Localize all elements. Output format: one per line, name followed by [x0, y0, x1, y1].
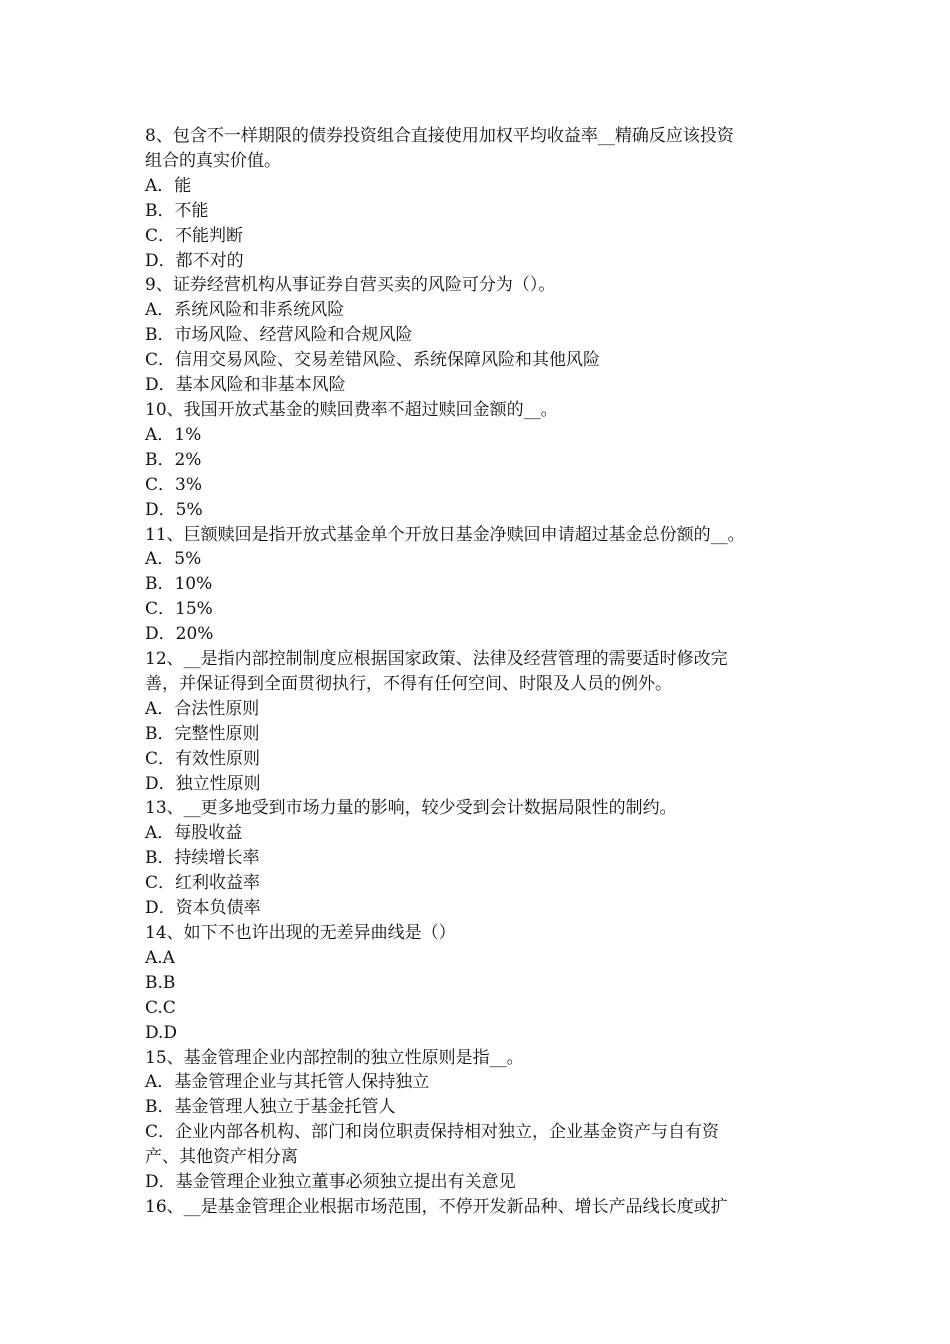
- q14-option-d: D.D: [145, 1022, 178, 1043]
- q15-option-a: A．基金管理企业与其托管人保持独立: [145, 1072, 430, 1093]
- q11-option-d: D．20%: [145, 624, 214, 645]
- q12-option-d: D．独立性原则: [145, 773, 261, 794]
- q15-option-b: B．基金管理人独立于基金托管人: [145, 1097, 396, 1118]
- q15-option-c: C．企业内部各机构、部门和岗位职责保持相对独立，企业基金资产与自有资: [145, 1122, 720, 1143]
- q12-option-b: B．完整性原则: [145, 723, 260, 744]
- q8-option-c: C．不能判断: [145, 225, 244, 246]
- q11-option-c: C．15%: [145, 599, 213, 620]
- q8-option-a: A．能: [145, 175, 192, 196]
- question-16-text: 16、__是基金管理企业根据市场范围，不停开发新品种、增长产品线长度或扩: [145, 1196, 728, 1217]
- question-8-text-cont: 组合的真实价值。: [145, 150, 281, 171]
- q12-option-c: C．有效性原则: [145, 748, 261, 769]
- q15-option-d: D．基金管理企业独立董事必须独立提出有关意见: [145, 1172, 516, 1193]
- q10-option-b: B．2%: [145, 449, 202, 470]
- q9-option-d: D．基本风险和非基本风险: [145, 375, 346, 396]
- q10-option-a: A．1%: [145, 424, 202, 445]
- q15-option-c-cont: 产、其他资产相分离: [145, 1147, 298, 1168]
- q8-option-d: D．都不对的: [145, 250, 244, 271]
- question-15-text: 15、基金管理企业内部控制的独立性原则是指__。: [145, 1047, 524, 1068]
- document-body: [145, 124, 813, 1220]
- q14-option-c: C.C: [145, 997, 176, 1018]
- question-9-text: 9、证券经营机构从事证券自营买卖的风险可分为（）。: [145, 275, 556, 296]
- q14-option-a: A.A: [145, 947, 175, 968]
- q14-option-b: B.B: [145, 972, 176, 993]
- q9-option-b: B．市场风险、经营风险和合规风险: [145, 325, 413, 346]
- q12-option-a: A．合法性原则: [145, 698, 260, 719]
- q9-option-a: A．系统风险和非系统风险: [145, 300, 345, 321]
- question-11-text: 11、巨额赎回是指开放式基金单个开放日基金净赎回申请超过基金总份额的__。: [145, 524, 745, 545]
- q11-option-b: B．10%: [145, 574, 213, 595]
- q10-option-c: C．3%: [145, 474, 202, 495]
- q11-option-a: A．5%: [145, 549, 202, 570]
- q9-option-c: C．信用交易风险、交易差错风险、系统保障风险和其他风险: [145, 350, 601, 371]
- question-10-text: 10、我国开放式基金的赎回费率不超过赎回金额的__。: [145, 399, 558, 420]
- question-13-text: 13、__更多地受到市场力量的影响，较少受到会计数据局限性的制约。: [145, 798, 677, 819]
- q13-option-d: D．资本负债率: [145, 898, 261, 919]
- q13-option-b: B．持续增长率: [145, 848, 260, 869]
- question-12-text: 12、__是指内部控制制度应根据国家政策、法律及经营管理的需要适时修改完: [145, 649, 728, 670]
- q8-option-b: B．不能: [145, 200, 209, 221]
- q13-option-c: C．红利收益率: [145, 873, 261, 894]
- question-8-text: 8、包含不一样期限的债券投资组合直接使用加权平均收益率__精确反应该投资: [145, 126, 734, 146]
- q10-option-d: D．5%: [145, 499, 203, 520]
- question-14-text: 14、如下不也许出现的无差异曲线是（）: [145, 923, 456, 943]
- q13-option-a: A．每股收益: [145, 823, 243, 844]
- question-12-text-cont: 善，并保证得到全面贯彻执行，不得有任何空间、时限及人员的例外。: [145, 673, 672, 694]
